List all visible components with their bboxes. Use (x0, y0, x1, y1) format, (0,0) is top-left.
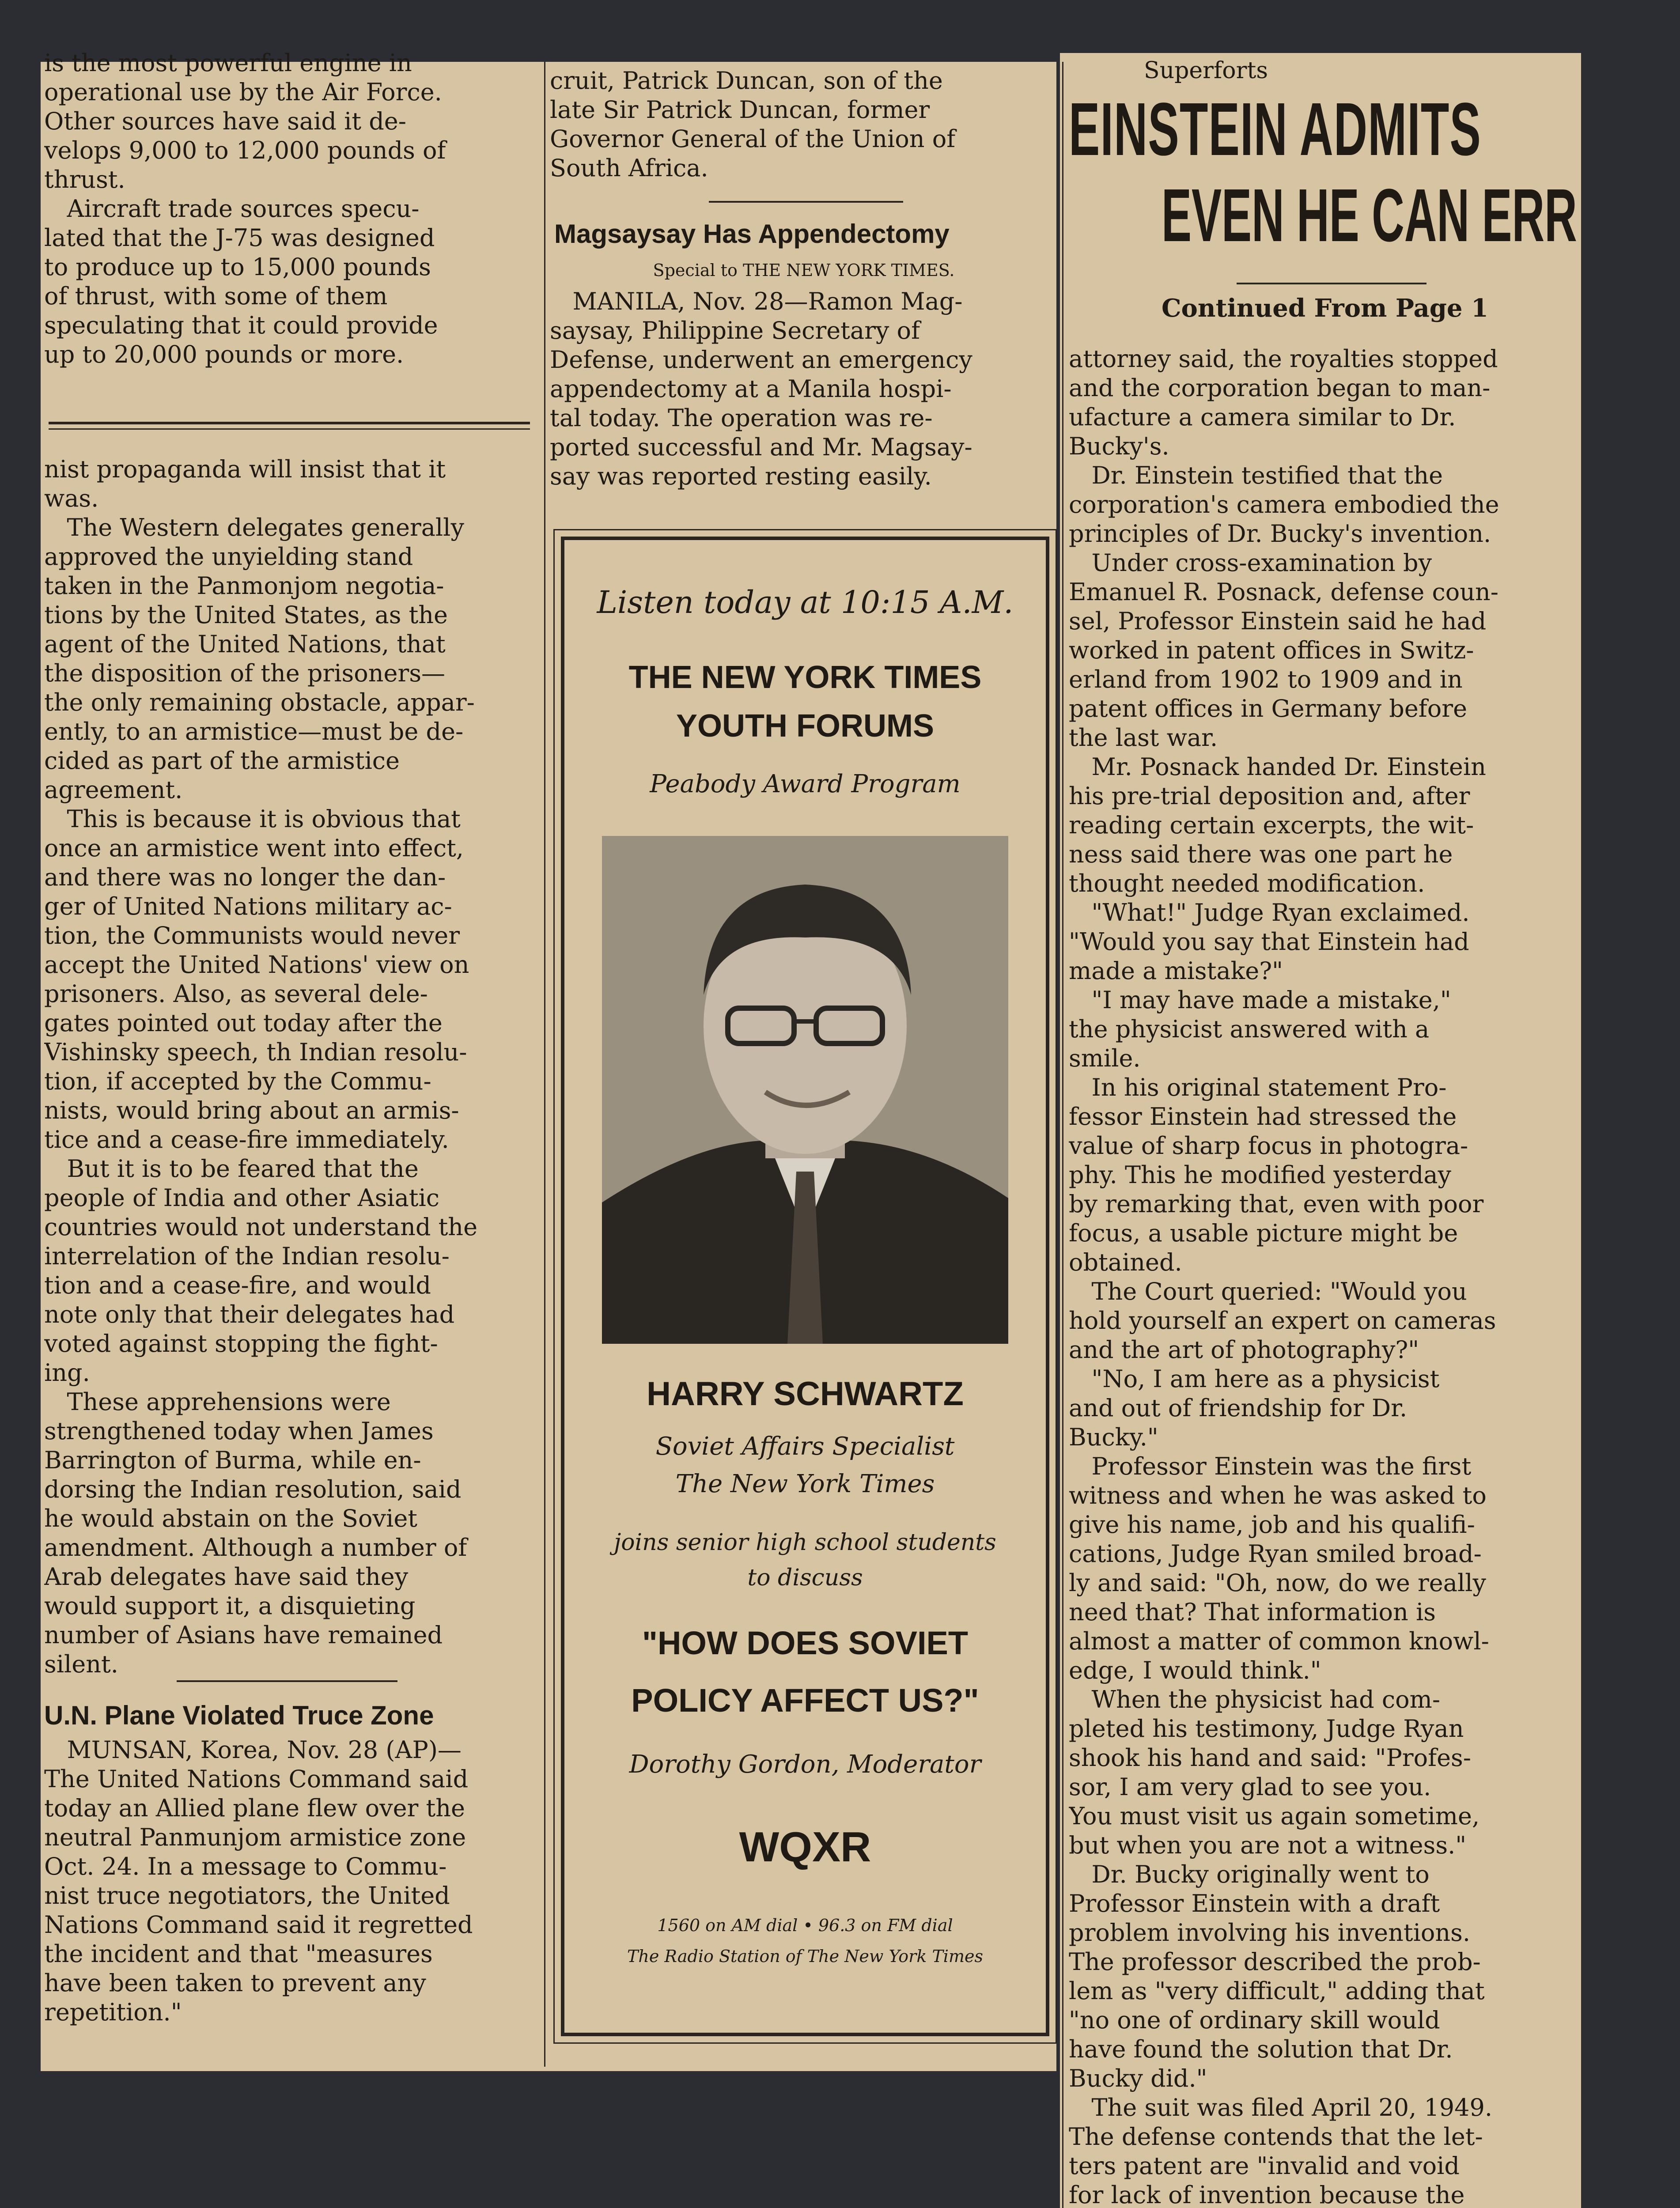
text-line: ufacture a camera similar to Dr. (1069, 403, 1456, 431)
text-line: amendment. Although a number of (44, 1534, 467, 1561)
text-line: and the corporation began to man- (1069, 374, 1491, 402)
ad-station-logo: WQXR (739, 1823, 871, 1871)
text-line: Professor Einstein was the first (1069, 1452, 1472, 1480)
text-line: approved the unyielding stand (44, 543, 413, 571)
ad-dial: 1560 on AM dial • 96.3 on FM dial (657, 1916, 953, 1935)
text-line: lem as "very difficult," adding that (1069, 1977, 1485, 2005)
middle-column (550, 62, 1058, 2076)
text-line: ness said there was one part he (1069, 840, 1453, 868)
text-line: Vishinsky speech, th Indian resolu- (44, 1038, 467, 1066)
text-line: Mr. Posnack handed Dr. Einstein (1069, 753, 1486, 781)
portrait-photo (602, 836, 1008, 1344)
text-line: Aircraft trade sources specu- (44, 195, 420, 223)
text-line: he would abstain on the Soviet (44, 1505, 417, 1532)
text-line: tion, if accepted by the Commu- (44, 1067, 431, 1095)
text-line: You must visit us again sometime, (1069, 1802, 1480, 1830)
text-line: The Western delegates generally (44, 514, 464, 541)
text-line: reading certain excerpts, the wit- (1069, 811, 1474, 839)
text-line: would support it, a disquieting (44, 1592, 416, 1620)
text-line: edge, I would think." (1069, 1656, 1321, 1684)
text-line: Emanuel R. Posnack, defense coun- (1069, 578, 1499, 606)
text-line: the physicist answered with a (1069, 1015, 1430, 1043)
text-line: people of India and other Asiatic (44, 1184, 439, 1212)
ad-topic-1: "HOW DOES SOVIET (642, 1625, 969, 1661)
column-divider (544, 62, 545, 2067)
text-line: The suit was filed April 20, 1949. (1069, 2094, 1493, 2121)
portrait-photo-svg (602, 836, 1008, 1344)
text-line: "What!" Judge Ryan exclaimed. (1069, 899, 1470, 926)
text-line: principles of Dr. Bucky's invention. (1069, 520, 1491, 548)
divider (1237, 283, 1426, 284)
text-line: Oct. 24. In a message to Commu- (44, 1853, 447, 1880)
text-line: The professor described the prob- (1069, 1948, 1481, 1976)
text-line: focus, a usable picture might be (1069, 1219, 1458, 1247)
left-column (44, 49, 539, 2062)
magsaysay-dateline: Special to THE NEW YORK TIMES. (653, 261, 955, 280)
text-line: speculating that it could provide (44, 311, 438, 339)
column-divider (1062, 62, 1063, 2208)
text-line: today an Allied plane flew over the (44, 1794, 465, 1822)
text-line: tion, the Communists would never (44, 922, 460, 949)
text-line: shook his hand and said: "Profes- (1069, 1744, 1472, 1772)
magsaysay-headline: Magsaysay Has Appendectomy (554, 219, 950, 249)
text-line: was. (44, 484, 99, 512)
text-line: tions by the United States, as the (44, 601, 448, 629)
text-line: Defense, underwent an emergency (550, 346, 972, 374)
text-line: accept the United Nations' view on (44, 951, 469, 979)
text-line: number of Asians have remained (44, 1621, 443, 1649)
text-line: and out of friendship for Dr. (1069, 1394, 1408, 1422)
text-line: "no one of ordinary skill would (1069, 2006, 1440, 2034)
divider (49, 422, 530, 424)
divider (49, 428, 530, 430)
text-line: give his name, job and his qualifi- (1069, 1511, 1475, 1539)
text-line: ported successful and Mr. Magsay- (550, 433, 972, 461)
ad-guest-title-1: Soviet Affairs Specialist (655, 1432, 955, 1461)
text-line: sel, Professor Einstein said he had (1069, 607, 1487, 635)
text-line: lated that the J-75 was designed (44, 224, 435, 252)
text-line: corporation's camera embodied the (1069, 491, 1499, 518)
text-line: Dr. Bucky originally went to (1069, 1860, 1430, 1888)
text-line: In his original statement Pro- (1069, 1074, 1447, 1101)
text-line: of thrust, with some of them (44, 282, 388, 310)
text-line: made a mistake?" (1069, 957, 1283, 985)
text-line: his pre-trial deposition and, after (1069, 782, 1470, 810)
truce-headline: U.N. Plane Violated Truce Zone (44, 1701, 434, 1730)
text-line: These apprehensions were (44, 1388, 391, 1416)
wqxr-radio-ad (561, 537, 1049, 2036)
text-line: the only remaining obstacle, appar- (44, 688, 475, 716)
text-line: problem involving his inventions. (1069, 1919, 1471, 1947)
text-line: have been taken to prevent any (44, 1969, 426, 1997)
text-line: worked in patent offices in Switz- (1069, 636, 1474, 664)
text-line: smile. (1069, 1044, 1141, 1072)
text-line: But it is to be feared that the (44, 1155, 419, 1183)
text-line: repetition." (44, 1998, 182, 2026)
text-line: patent offices in Germany before (1069, 695, 1468, 722)
einstein-article (1069, 344, 1499, 2208)
ad-tagline: The Radio Station of The New York Times (627, 1947, 983, 1966)
text-line: taken in the Panmonjom negotia- (44, 572, 444, 600)
ad-award: Peabody Award Program (650, 770, 961, 798)
text-line: is the most powerful engine in (44, 49, 412, 77)
text-line: Governor General of the Union of (550, 125, 956, 153)
text-line: dorsing the Indian resolution, said (44, 1475, 462, 1503)
ad-program-title-2: YOUTH FORUMS (676, 708, 934, 744)
text-line: fessor Einstein had stressed the (1069, 1103, 1457, 1130)
ad-moderator: Dorothy Gordon, Moderator (629, 1750, 981, 1779)
magsaysay-article (550, 287, 972, 491)
divider (177, 1680, 397, 1682)
text-line: Barrington of Burma, while en- (44, 1446, 421, 1474)
text-line: Other sources have said it de- (44, 107, 406, 135)
text-line: and the art of photography?" (1069, 1336, 1419, 1364)
text-line: up to 20,000 pounds or more. (44, 340, 404, 368)
top-fragment: Superforts (1144, 57, 1268, 84)
text-line: operational use by the Air Force. (44, 78, 442, 106)
text-line: Bucky did." (1069, 2064, 1207, 2092)
ad-joins-1: joins senior high school students (614, 1529, 996, 1556)
text-line: witness and when he was asked to (1069, 1482, 1487, 1509)
text-line: gates pointed out today after the (44, 1009, 443, 1037)
text-line: note only that their delegates had (44, 1301, 455, 1328)
right-column (1069, 44, 1581, 2208)
text-line: voted against stopping the fight- (44, 1330, 438, 1357)
text-line: strengthened today when James (44, 1417, 434, 1445)
text-line: tice and a cease-fire immediately. (44, 1126, 449, 1153)
continued-note: Continued From Page 1 (1161, 294, 1488, 323)
headline-line-2: EVEN HE CAN ERR (1162, 174, 1577, 257)
ad-topic-2: POLICY AFFECT US?" (631, 1682, 979, 1719)
text-line: to produce up to 15,000 pounds (44, 253, 431, 281)
text-line: ly and said: "Oh, now, do we really (1069, 1569, 1486, 1597)
ad-program-title-1: THE NEW YORK TIMES (628, 660, 982, 695)
text-line: "I may have made a mistake," (1069, 986, 1451, 1014)
text-line: hold yourself an expert on cameras (1069, 1307, 1496, 1335)
text-line: Under cross-examination by (1069, 549, 1432, 577)
text-line: MUNSAN, Korea, Nov. 28 (AP)— (44, 1736, 462, 1764)
text-line: and there was no longer the dan- (44, 863, 446, 891)
text-line: Arab delegates have said they (44, 1563, 409, 1591)
text-line: South Africa. (550, 154, 708, 182)
ad-guest-name: HARRY SCHWARTZ (647, 1375, 964, 1413)
text-line: neutral Panmunjom armistice zone (44, 1823, 466, 1851)
text-line: MANILA, Nov. 28—Ramon Mag- (550, 287, 963, 315)
text-line: ger of United Nations military ac- (44, 892, 452, 920)
text-line: almost a matter of common knowl- (1069, 1627, 1489, 1655)
text-line: cided as part of the armistice (44, 747, 400, 775)
text-line: ters patent are "invalid and void (1069, 2152, 1460, 2180)
text-line: countries would not understand the (44, 1213, 478, 1241)
text-line: nist propaganda will insist that it (44, 455, 446, 483)
left-top-article (44, 49, 446, 369)
text-line: The defense contends that the let- (1069, 2123, 1483, 2151)
text-line: tion and a cease-fire, and would (44, 1271, 431, 1299)
text-line: Professor Einstein with a draft (1069, 1890, 1440, 1917)
text-line: Dr. Einstein testified that the (1069, 461, 1443, 489)
text-line: sor, I am very glad to see you. (1069, 1773, 1431, 1801)
text-line: Bucky." (1069, 1423, 1158, 1451)
ad-joins-2: to discuss (747, 1565, 863, 1591)
text-line: When the physicist had com- (1069, 1686, 1441, 1713)
text-line: thought needed modification. (1069, 870, 1425, 897)
text-line: thrust. (44, 166, 125, 193)
text-line: nist truce negotiators, the United (44, 1882, 450, 1909)
text-line: by remarking that, even with poor (1069, 1190, 1484, 1218)
text-line: obtained. (1069, 1248, 1182, 1276)
text-line: say was reported resting easily. (550, 462, 932, 490)
text-line: attorney said, the royalties stopped (1069, 345, 1498, 373)
text-line: but when you are not a witness." (1069, 1831, 1467, 1859)
divider (709, 201, 903, 203)
text-line: The Court queried: "Would you (1069, 1278, 1467, 1305)
text-line: agent of the United Nations, that (44, 630, 446, 658)
middle-top-article (550, 66, 955, 183)
text-line: "Would you say that Einstein had (1069, 928, 1469, 956)
text-line: Bucky's. (1069, 432, 1169, 460)
text-line: erland from 1902 to 1909 and in (1069, 665, 1463, 693)
text-line: the last war. (1069, 724, 1218, 752)
text-line: Nations Command said it regretted (44, 1911, 473, 1939)
text-line: cruit, Patrick Duncan, son of the (550, 67, 943, 95)
text-line: ently, to an armistice—must be de- (44, 718, 464, 745)
text-line: appendectomy at a Manila hospi- (550, 375, 952, 403)
text-line: "No, I am here as a physicist (1069, 1365, 1440, 1393)
truce-article (44, 1735, 473, 2027)
ad-listen-time: Listen today at 10:15 A.M. (597, 584, 1014, 620)
text-line: need that? That information is (1069, 1598, 1436, 1626)
text-line: interrelation of the Indian resolu- (44, 1242, 450, 1270)
text-line: the incident and that "measures (44, 1940, 433, 1968)
text-line: This is because it is obvious that (44, 805, 461, 833)
text-line: saysay, Philippine Secretary of (550, 317, 920, 344)
text-line: agreement. (44, 776, 183, 804)
text-line: velops 9,000 to 12,000 pounds of (44, 136, 446, 164)
text-line: for lack of invention because the (1069, 2181, 1465, 2208)
headline-line-1: EINSTEIN ADMITS (1069, 87, 1482, 171)
text-line: tal today. The operation was re- (550, 404, 933, 432)
text-line: cations, Judge Ryan smiled broad- (1069, 1540, 1482, 1568)
text-line: have found the solution that Dr. (1069, 2035, 1453, 2063)
left-middle-article (44, 455, 477, 1679)
ad-guest-title-2: The New York Times (675, 1470, 935, 1498)
text-line: the disposition of the prisoners— (44, 659, 446, 687)
text-line: The United Nations Command said (44, 1765, 469, 1793)
text-line: once an armistice went into effect, (44, 834, 464, 862)
text-line: value of sharp focus in photogra- (1069, 1132, 1468, 1160)
text-line: prisoners. Also, as several dele- (44, 980, 428, 1008)
text-line: nists, would bring about an armis- (44, 1096, 459, 1124)
text-line: pleted his testimony, Judge Ryan (1069, 1715, 1464, 1743)
text-line: ing. (44, 1359, 90, 1387)
text-line: phy. This he modified yesterday (1069, 1161, 1452, 1189)
text-line: late Sir Patrick Duncan, former (550, 96, 930, 124)
text-line: silent. (44, 1650, 118, 1678)
